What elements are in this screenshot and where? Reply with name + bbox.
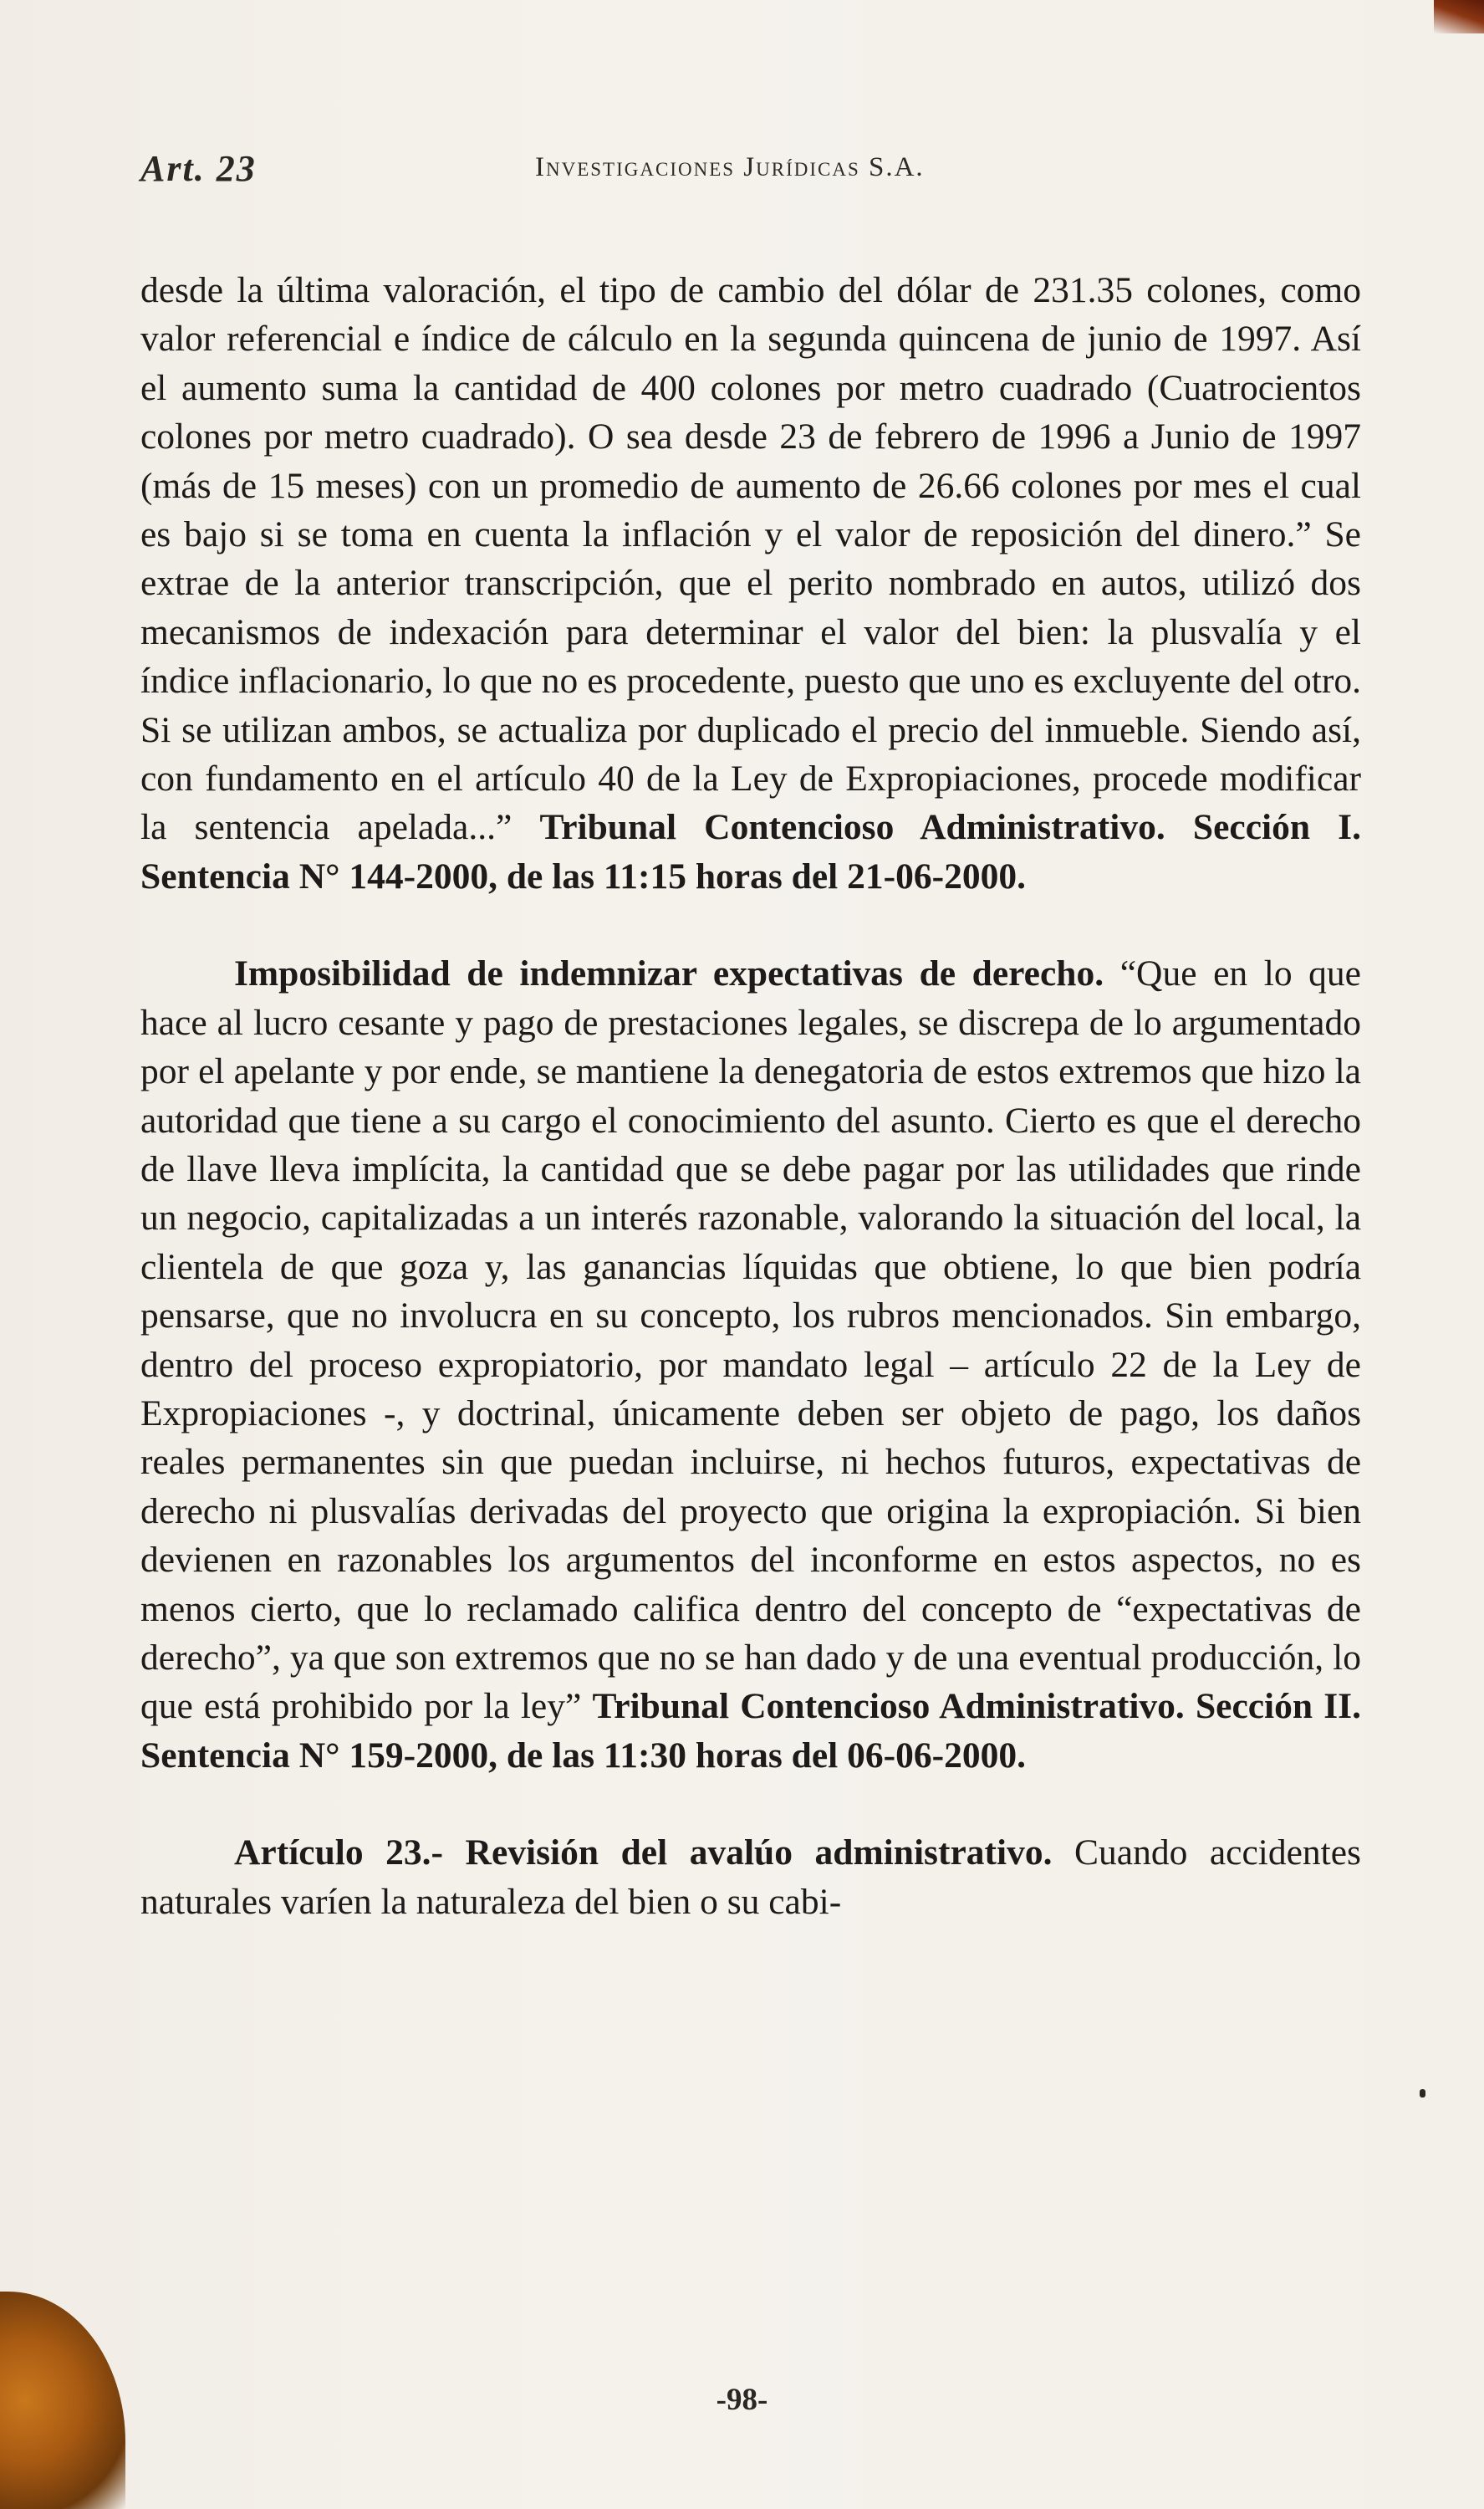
court-citation: Tribunal Contencioso Administrativo. Sección I. Sentencia N° 144-2000, de las 11:15 horas del 21-06-2000.	[140, 807, 1361, 897]
ink-mark	[1420, 2089, 1425, 2098]
court-citation: Tribunal Contencioso Administrativo. Sección II. Sentencia N° 159-2000, de las 11:30 horas del 06-06-2000.	[140, 1686, 1361, 1776]
page-number: -98-	[716, 2383, 768, 2417]
paragraph-text: desde la última valoración, el tipo de cambio del dólar de 231.35 colones, como valor referencial e índice de cálculo en la segunda quincena de junio de 1997. Así el aumento suma la cantidad de 400 colones por metro cuadrado (Cuatrocientos colones por metro cuadrado). O sea desde 23 de febrero de 1996 a Junio de 1997 (más de 15 meses) con un promedio de aumento de 26.66 colones por mes el cual es bajo si se toma en cuenta la inflación y el valor de reposición del dinero.” Se extrae de la anterior transcripción, que el perito nombrado en autos, utilizó dos mecanismos de indexación para determinar el valor del bien: la plusvalía y el índice inflacionario, lo que no es procedente, puesto que uno es excluyente del otro. Si se utilizan ambos, se actualiza por duplicado el precio del inmueble. Siendo así, con fundamento en el artículo 40 de la Ley de Expropiaciones, procede modificar la sentencia apelada...”	[140, 270, 1361, 848]
article-label: Art. 23	[140, 148, 257, 189]
paragraph-text: Cuando accidentes naturales varíen la naturaleza del bien o su cabi-	[140, 1832, 1361, 1922]
page-body	[140, 266, 1361, 1926]
paragraph-expectativas	[140, 949, 1361, 1780]
article-heading: Artículo 23.- Revisión del avalúo administrativo.	[234, 1832, 1053, 1873]
running-header	[140, 147, 1361, 197]
page-corner-shadow	[1434, 0, 1484, 33]
paragraph-text: “Que en lo que hace al lucro cesante y pago de prestaciones legales, se discrepa de lo argumentado por el apelante y por ende, se mantiene la denegatoria de estos extremos que hizo la autoridad que tiene a su cargo el conocimiento del asunto. Cierto es que el derecho de llave lleva implícita, la cantidad que se debe pagar por las utilidades que rinde un negocio, capitalizadas a un interés razonable, valorando la situación del local, la clientela de que goza y, las ganancias líquidas que obtiene, lo que bien podría pensarse, que no involucra en su concepto, los rubros mencionados. Sin embargo, dentro del proceso expropiatorio, por mandato legal – artículo 22 de la Ley de Expropiaciones -, y doctrinal, únicamente deben ser objeto de pago, los daños reales permanentes sin que puedan incluirse, ni hechos futuros, expectativas de derecho ni plusvalías derivadas del proyecto que origina la expropiación. Si bien devienen en razonables los argumentos del inconforme en estos aspectos, no es menos cierto, que lo reclamado califica dentro del concepto de “expectativas de derecho”, ya que son extremos que no se han dado y de una eventual producción, lo que está prohibido por la ley”	[140, 953, 1361, 1727]
paragraph-continuation	[140, 266, 1361, 901]
paragraph-articulo-23	[140, 1828, 1361, 1926]
paragraph-heading: Imposibilidad de indemnizar expectativas de derecho.	[234, 953, 1104, 994]
publisher-name: Investigaciones Jurídicas S.A.	[535, 152, 925, 182]
